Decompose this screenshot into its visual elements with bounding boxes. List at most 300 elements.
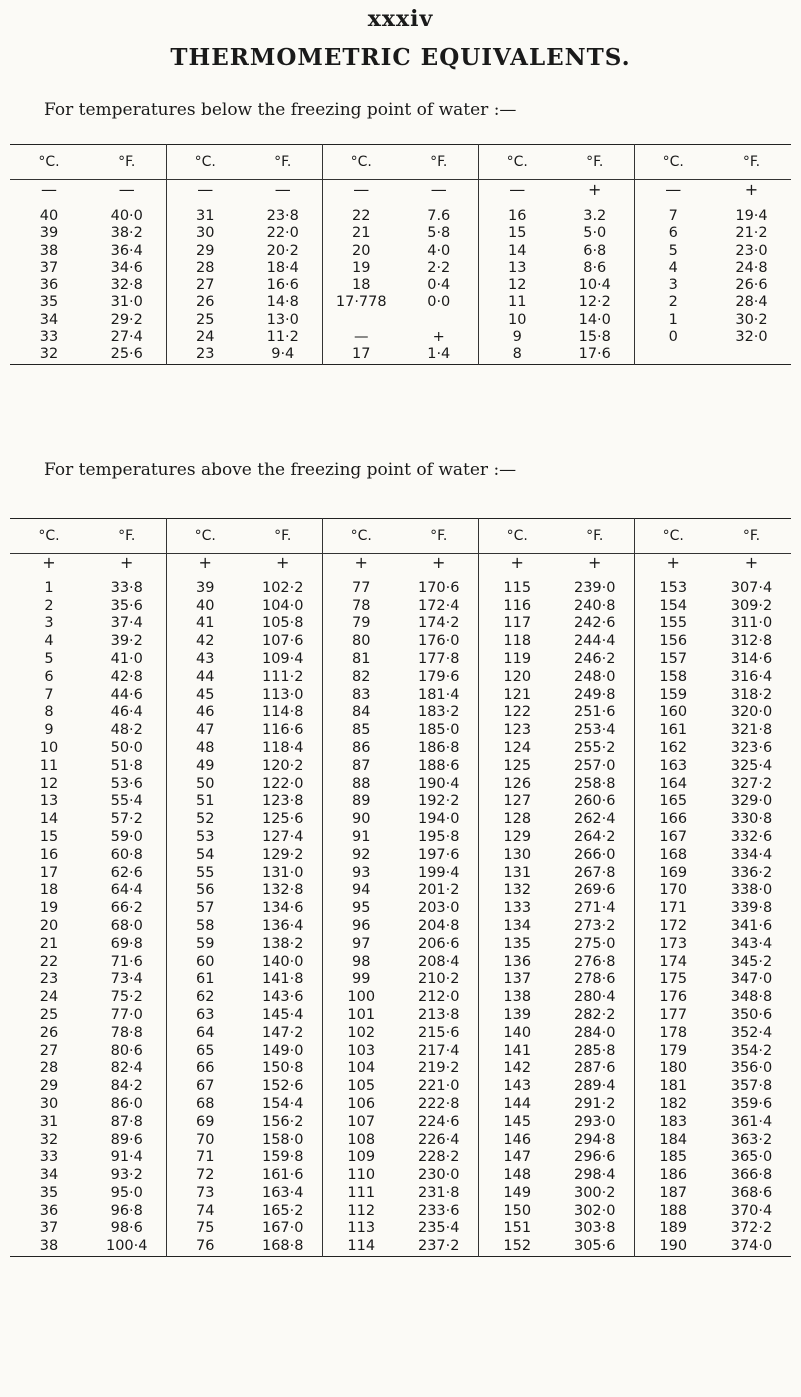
fahrenheit-value: 332·6 — [730, 828, 773, 845]
fahrenheit-value: 93·2 — [110, 1167, 143, 1184]
fahrenheit-value: 44·6 — [110, 686, 143, 703]
fahrenheit-value: 289·4 — [573, 1078, 616, 1095]
celsius-value: 47 — [166, 722, 244, 740]
celsius-value: 23 — [39, 971, 59, 988]
celsius-value: 16 — [39, 846, 59, 863]
header-celsius: °C. — [634, 145, 712, 180]
celsius-value: 13 — [39, 793, 59, 810]
table-row — [10, 704, 791, 722]
celsius-value: 11 — [478, 294, 556, 311]
fahrenheit-value: 359·6 — [730, 1095, 773, 1112]
celsius-value: 84 — [322, 704, 400, 722]
celsius-value: 37 — [39, 1220, 59, 1237]
celsius-value: 74 — [166, 1203, 244, 1221]
header-celsius: °C. — [478, 519, 556, 554]
fahrenheit-value: 131·0 — [261, 864, 304, 881]
celsius-value: 26 — [166, 294, 244, 311]
celsius-value: 85 — [322, 722, 400, 740]
fahrenheit-value: 3.2 — [583, 208, 607, 224]
sign-celsius: — — [634, 180, 712, 201]
celsius-value: 15 — [478, 225, 556, 242]
fahrenheit-value: 105·8 — [261, 615, 304, 632]
fahrenheit-value: 127·4 — [261, 828, 304, 845]
celsius-value: 14 — [478, 243, 556, 260]
sign-celsius: + — [634, 554, 712, 572]
fahrenheit-value: 372·2 — [730, 1220, 773, 1237]
fahrenheit-value: 314·6 — [730, 650, 773, 667]
celsius-value: 53 — [166, 829, 244, 847]
celsius-value: 138 — [478, 989, 556, 1007]
sign-fahrenheit: + — [744, 553, 759, 572]
celsius-value: 22 — [39, 953, 59, 970]
table-row — [10, 865, 791, 883]
celsius-value: 26 — [39, 1024, 59, 1041]
fahrenheit-value: 107·6 — [261, 633, 304, 650]
table-row — [10, 312, 791, 329]
fahrenheit-value: 23·0 — [735, 242, 768, 259]
celsius-value: 15 — [39, 828, 59, 845]
fahrenheit-value: 248·0 — [573, 668, 616, 685]
celsius-value: 4 — [634, 260, 712, 277]
fahrenheit-value: 46·4 — [110, 704, 143, 721]
fahrenheit-value: 284·0 — [573, 1024, 616, 1041]
celsius-value: 111 — [322, 1185, 400, 1203]
fahrenheit-value: 87·8 — [110, 1113, 143, 1130]
sign-celsius: — — [322, 180, 400, 201]
fahrenheit-value: 208·4 — [417, 953, 460, 970]
celsius-value: 100 — [322, 989, 400, 1007]
fahrenheit-value: 41·0 — [110, 650, 143, 667]
header-celsius: °C. — [634, 519, 712, 554]
celsius-value: 46 — [166, 704, 244, 722]
celsius-value: 178 — [634, 1025, 712, 1043]
fahrenheit-value: 352·4 — [730, 1024, 773, 1041]
celsius-value: 101 — [322, 1007, 400, 1025]
fahrenheit-value: 294·8 — [573, 1131, 616, 1148]
celsius-value: 8 — [44, 704, 54, 721]
fahrenheit-value: 291·2 — [573, 1095, 616, 1112]
fahrenheit-value: 210·2 — [417, 971, 460, 988]
table-row — [10, 829, 791, 847]
fahrenheit-value: 125·6 — [261, 811, 304, 828]
fahrenheit-value: 95·0 — [110, 1184, 143, 1201]
celsius-value: 11 — [39, 757, 59, 774]
fahrenheit-value: 69·8 — [110, 935, 143, 952]
fahrenheit-value: 59·0 — [110, 828, 143, 845]
fahrenheit-value: 233·6 — [417, 1202, 460, 1219]
celsius-value: 170 — [634, 882, 712, 900]
fahrenheit-value: 136·4 — [261, 917, 304, 934]
celsius-value: 155 — [634, 615, 712, 633]
table-row — [10, 225, 791, 242]
celsius-value: 37 — [39, 259, 59, 276]
sign-fahrenheit: — — [430, 180, 447, 199]
header-fahrenheit: °F. — [712, 519, 791, 554]
celsius-value: 62 — [166, 989, 244, 1007]
fahrenheit-value: 260·6 — [573, 793, 616, 810]
celsius-value: 143 — [478, 1078, 556, 1096]
celsius-value: 17 — [39, 864, 59, 881]
fahrenheit-value: 147·2 — [261, 1024, 304, 1041]
celsius-value: 151 — [478, 1220, 556, 1238]
table-row — [10, 1238, 791, 1256]
fahrenheit-value: 334·4 — [730, 846, 773, 863]
fahrenheit-value: 339·8 — [730, 900, 773, 917]
below-freezing-table — [10, 144, 791, 365]
celsius-value: 125 — [478, 758, 556, 776]
fahrenheit-value: 84·2 — [110, 1078, 143, 1095]
fahrenheit-value: 32·0 — [735, 329, 768, 346]
celsius-value: 39 — [39, 225, 59, 242]
celsius-value: 80 — [322, 633, 400, 651]
sign-fahrenheit: + — [588, 553, 602, 572]
fahrenheit-value: 15·8 — [578, 329, 611, 346]
celsius-value: 21 — [39, 935, 59, 952]
celsius-value: 154 — [634, 598, 712, 616]
celsius-value: 6 — [634, 225, 712, 242]
fahrenheit-value: 327·2 — [730, 775, 773, 792]
fahrenheit-value: 341·6 — [730, 917, 773, 934]
celsius-value: 29 — [166, 243, 244, 260]
celsius-value: 184 — [634, 1132, 712, 1150]
fahrenheit-value: 53·6 — [110, 775, 143, 792]
celsius-value: 162 — [634, 740, 712, 758]
fahrenheit-value: 159·8 — [261, 1149, 304, 1166]
fahrenheit-value: 152·6 — [261, 1078, 304, 1095]
fahrenheit-value: 235·4 — [417, 1220, 460, 1237]
fahrenheit-value: 266·0 — [573, 846, 616, 863]
table-row — [10, 1060, 791, 1078]
fahrenheit-value: 264·2 — [573, 828, 616, 845]
celsius-value: 130 — [478, 847, 556, 865]
table-row — [10, 1149, 791, 1167]
table-row — [10, 882, 791, 900]
celsius-value: 113 — [322, 1220, 400, 1238]
celsius-value: 14 — [39, 811, 59, 828]
table-row — [10, 1078, 791, 1096]
celsius-value: 181 — [634, 1078, 712, 1096]
celsius-value: 107 — [322, 1114, 400, 1132]
fahrenheit-value: 40·0 — [110, 208, 143, 224]
table-row — [10, 1203, 791, 1221]
fahrenheit-value: 239·0 — [573, 579, 616, 596]
celsius-value: 63 — [166, 1007, 244, 1025]
celsius-value: 10 — [39, 739, 59, 756]
fahrenheit-value: 201·2 — [417, 882, 460, 899]
celsius-value: 9 — [478, 329, 556, 346]
fahrenheit-value: 62·6 — [110, 864, 143, 881]
celsius-value: 115 — [478, 572, 556, 598]
celsius-value: 104 — [322, 1060, 400, 1078]
celsius-value: 35 — [39, 1184, 59, 1201]
fahrenheit-value: 51·8 — [110, 757, 143, 774]
fahrenheit-value: 321·8 — [730, 722, 773, 739]
fahrenheit-value: 323·6 — [730, 739, 773, 756]
celsius-value: 120 — [478, 669, 556, 687]
celsius-value: 123 — [478, 722, 556, 740]
celsius-value: 31 — [166, 200, 244, 225]
celsius-value: 18 — [322, 277, 400, 294]
fahrenheit-value: 24·8 — [735, 259, 768, 276]
celsius-value: 42 — [166, 633, 244, 651]
fahrenheit-value: 269·6 — [573, 882, 616, 899]
celsius-value: 20 — [39, 917, 59, 934]
header-fahrenheit: °F. — [88, 519, 166, 554]
celsius-value: 5 — [44, 650, 54, 667]
fahrenheit-value: 365·0 — [730, 1149, 773, 1166]
fahrenheit-value: 113·0 — [261, 686, 304, 703]
fahrenheit-value: 141·8 — [261, 971, 304, 988]
celsius-value: 105 — [322, 1078, 400, 1096]
celsius-value: 38 — [39, 242, 59, 259]
fahrenheit-value: 307·4 — [730, 579, 773, 596]
celsius-value — [634, 346, 712, 364]
table-row — [10, 200, 791, 225]
celsius-value: 2 — [634, 294, 712, 311]
celsius-value: 67 — [166, 1078, 244, 1096]
table-row — [10, 758, 791, 776]
fahrenheit-value: 230·0 — [417, 1167, 460, 1184]
celsius-value: 117 — [478, 615, 556, 633]
fahrenheit-value: 89·6 — [110, 1131, 143, 1148]
celsius-value: 51 — [166, 793, 244, 811]
celsius-value: 25 — [39, 1006, 59, 1023]
fahrenheit-value: 0·0 — [427, 294, 451, 311]
fahrenheit-value: 33·8 — [110, 579, 143, 596]
celsius-value: 163 — [634, 758, 712, 776]
celsius-value: 144 — [478, 1096, 556, 1114]
fahrenheit-value: 60·8 — [110, 846, 143, 863]
table-row — [10, 277, 791, 294]
celsius-value: 24 — [39, 989, 59, 1006]
sign-fahrenheit: + — [120, 553, 134, 572]
fahrenheit-value: 9·4 — [271, 346, 295, 363]
fahrenheit-value: 213·8 — [417, 1006, 460, 1023]
celsius-value: 19 — [322, 260, 400, 277]
header-fahrenheit: °F. — [712, 145, 791, 180]
fahrenheit-value: 14·0 — [578, 311, 611, 328]
fahrenheit-value: 78·8 — [110, 1024, 143, 1041]
celsius-value: 54 — [166, 847, 244, 865]
celsius-value: 28 — [39, 1060, 59, 1077]
celsius-value: 167 — [634, 829, 712, 847]
celsius-value: 76 — [166, 1238, 244, 1256]
fahrenheit-value: 161·6 — [261, 1167, 304, 1184]
celsius-value: 5 — [634, 243, 712, 260]
fahrenheit-value: 329·0 — [730, 793, 773, 810]
fahrenheit-value: 179·6 — [417, 668, 460, 685]
sign-row — [10, 554, 791, 572]
fahrenheit-value: 37·4 — [110, 615, 143, 632]
fahrenheit-value: 174·2 — [417, 615, 460, 632]
celsius-value: 185 — [634, 1149, 712, 1167]
fahrenheit-value: 366·8 — [730, 1167, 773, 1184]
celsius-value: 110 — [322, 1167, 400, 1185]
header-fahrenheit: °F. — [556, 145, 634, 180]
celsius-value: 127 — [478, 793, 556, 811]
sign-celsius: + — [42, 553, 56, 572]
header-celsius: °C. — [478, 145, 556, 180]
celsius-value: 17 — [322, 346, 400, 364]
fahrenheit-value: 21·2 — [735, 225, 768, 242]
sign-fahrenheit: + — [744, 180, 759, 199]
celsius-value: 50 — [166, 776, 244, 794]
celsius-value: 119 — [478, 651, 556, 669]
fahrenheit-value: 350·6 — [730, 1006, 773, 1023]
fahrenheit-value: 287·6 — [573, 1060, 616, 1077]
fahrenheit-value: 312·8 — [730, 633, 773, 650]
celsius-value: 97 — [322, 936, 400, 954]
fahrenheit-value — [712, 346, 791, 364]
celsius-value: 172 — [634, 918, 712, 936]
celsius-value: 6 — [44, 668, 54, 685]
fahrenheit-value: 282·2 — [573, 1006, 616, 1023]
celsius-value: 57 — [166, 900, 244, 918]
fahrenheit-value: 348·8 — [730, 989, 773, 1006]
fahrenheit-value: 217·4 — [417, 1042, 460, 1059]
fahrenheit-value: 257·0 — [573, 757, 616, 774]
celsius-value: 55 — [166, 865, 244, 883]
fahrenheit-value: 293·0 — [573, 1113, 616, 1130]
celsius-value: 90 — [322, 811, 400, 829]
celsius-value: 171 — [634, 900, 712, 918]
celsius-value: 2 — [44, 597, 54, 614]
fahrenheit-value: 356·0 — [730, 1060, 773, 1077]
fahrenheit-value: 226·4 — [417, 1131, 460, 1148]
table-row — [10, 1185, 791, 1203]
fahrenheit-value: 27·4 — [110, 329, 143, 346]
table-row — [10, 989, 791, 1007]
table-row — [10, 669, 791, 687]
celsius-value: 59 — [166, 936, 244, 954]
below-freezing-intro: For temperatures below the freezing point of water :— — [44, 100, 517, 120]
above-freezing-intro: For temperatures above the freezing point of water :— — [44, 460, 517, 480]
fahrenheit-value: 18·4 — [266, 259, 299, 276]
celsius-value: 122 — [478, 704, 556, 722]
celsius-value: 82 — [322, 669, 400, 687]
celsius-value: 126 — [478, 776, 556, 794]
celsius-value: 56 — [166, 882, 244, 900]
fahrenheit-value: 206·6 — [417, 935, 460, 952]
fahrenheit-value: 311·0 — [730, 615, 773, 632]
fahrenheit-value: 251·6 — [573, 704, 616, 721]
celsius-value: 18 — [39, 882, 59, 899]
fahrenheit-value: 357·8 — [730, 1078, 773, 1095]
header-celsius: °C. — [322, 145, 400, 180]
sign-celsius: + — [322, 554, 400, 572]
celsius-value: 160 — [634, 704, 712, 722]
celsius-value: 157 — [634, 651, 712, 669]
table-row — [10, 776, 791, 794]
celsius-value: 89 — [322, 793, 400, 811]
fahrenheit-value: 10·4 — [578, 277, 611, 294]
fahrenheit-value: 176·0 — [417, 633, 460, 650]
fahrenheit-value: 77·0 — [110, 1006, 143, 1023]
fahrenheit-value — [400, 312, 478, 329]
celsius-value: 13 — [478, 260, 556, 277]
celsius-value: 58 — [166, 918, 244, 936]
fahrenheit-value: 140·0 — [261, 953, 304, 970]
fahrenheit-value: 19·4 — [735, 208, 768, 224]
celsius-value: 91 — [322, 829, 400, 847]
celsius-value: 12 — [478, 277, 556, 294]
fahrenheit-value: 4·0 — [427, 242, 451, 259]
header-fahrenheit: °F. — [244, 145, 322, 180]
fahrenheit-value: 303·8 — [573, 1220, 616, 1237]
table-row — [10, 722, 791, 740]
celsius-value: 34 — [39, 1167, 59, 1184]
table-row — [10, 900, 791, 918]
celsius-value: 27 — [39, 1042, 59, 1059]
celsius-value: 24 — [166, 329, 244, 346]
fahrenheit-value: 278·6 — [573, 971, 616, 988]
celsius-value: 165 — [634, 793, 712, 811]
table-row — [10, 1132, 791, 1150]
celsius-value: 70 — [166, 1132, 244, 1150]
fahrenheit-value: 273·2 — [573, 917, 616, 934]
table-row — [10, 598, 791, 616]
sign-celsius: — — [166, 180, 244, 201]
fahrenheit-value: 132·8 — [261, 882, 304, 899]
fahrenheit-value: 73·4 — [110, 971, 143, 988]
fahrenheit-value: 197·6 — [417, 846, 460, 863]
celsius-value: 112 — [322, 1203, 400, 1221]
celsius-value: 7 — [44, 686, 54, 703]
table-row — [10, 329, 791, 346]
celsius-value: 146 — [478, 1132, 556, 1150]
table-row — [10, 1096, 791, 1114]
celsius-value: 33 — [39, 329, 59, 346]
fahrenheit-value: 13·0 — [266, 311, 299, 328]
celsius-value: 106 — [322, 1096, 400, 1114]
celsius-value: 83 — [322, 687, 400, 705]
celsius-value: 4 — [44, 633, 54, 650]
celsius-value: 35 — [39, 294, 59, 311]
fahrenheit-value: 347·0 — [730, 971, 773, 988]
celsius-value: 152 — [478, 1238, 556, 1256]
sign-fahrenheit: + — [432, 553, 446, 572]
table-header-row — [10, 519, 791, 554]
fahrenheit-value: 14·8 — [266, 294, 299, 311]
celsius-value: 66 — [166, 1060, 244, 1078]
celsius-value: 133 — [478, 900, 556, 918]
celsius-value: 164 — [634, 776, 712, 794]
celsius-value: 72 — [166, 1167, 244, 1185]
celsius-value: 169 — [634, 865, 712, 883]
fahrenheit-value: 231·8 — [417, 1184, 460, 1201]
fahrenheit-value: 177·8 — [417, 650, 460, 667]
header-fahrenheit: °F. — [244, 519, 322, 554]
celsius-value: 173 — [634, 936, 712, 954]
table-row — [10, 1043, 791, 1061]
fahrenheit-value: 17·6 — [578, 346, 611, 363]
fahrenheit-value: 305·6 — [573, 1238, 616, 1255]
fahrenheit-value: 167·0 — [261, 1220, 304, 1237]
celsius-value: 60 — [166, 954, 244, 972]
celsius-value: 99 — [322, 971, 400, 989]
celsius-value: 65 — [166, 1043, 244, 1061]
fahrenheit-value: 96·8 — [110, 1202, 143, 1219]
fahrenheit-value: 38·2 — [110, 225, 143, 242]
fahrenheit-value: 55·4 — [110, 793, 143, 810]
header-fahrenheit: °F. — [400, 519, 478, 554]
fahrenheit-value: 246·2 — [573, 650, 616, 667]
celsius-value: 179 — [634, 1043, 712, 1061]
fahrenheit-value: 1·4 — [427, 346, 451, 363]
celsius-value: 141 — [478, 1043, 556, 1061]
celsius-value: 176 — [634, 989, 712, 1007]
celsius-value: 8 — [478, 346, 556, 364]
